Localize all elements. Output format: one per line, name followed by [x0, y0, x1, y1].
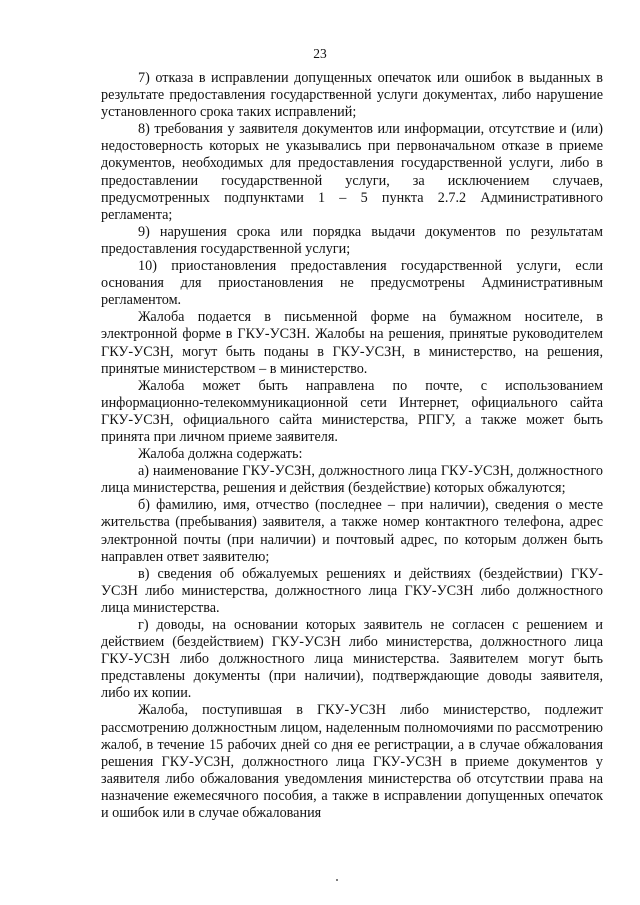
document-body [101, 70, 603, 822]
scan-speck [336, 879, 338, 881]
paragraph-subitem-b: б) фамилию, имя, отчество (последнее – при наличии), сведения о месте жительства (пребывания) заявителя, а также номер контактного телефона, адрес электронной почты (при наличии) и почтовый адрес, по которым должен быть направлен ответ заявителю; [101, 497, 603, 565]
paragraph-item-9: 9) нарушения срока или порядка выдачи документов по результатам предоставления государственной услуги; [101, 223, 603, 257]
paragraph-complaint-review: Жалоба, поступившая в ГКУ-УСЗН либо министерство, подлежит рассмотрению должностным лицом, наделенным полномочиями по рассмотрению жалоб, в течение 15 рабочих дней со дня ее регистрации, а в случае обжалования решения ГКУ-УСЗН, должностного лица ГКУ-УСЗН в приеме документов у заявителя либо обжалования уведомления министерства об отсутствии права на назначение ежемесячного пособия, а также в исправлении допущенных опечаток и ошибок или в случае обжалования [101, 702, 603, 822]
paragraph-item-7: 7) отказа в исправлении допущенных опечаток или ошибок в выданных в результате предоставления государственной услуги документах, либо нарушение установленного срока таких исправлений; [101, 70, 603, 121]
paragraph-item-10: 10) приостановления предоставления государственной услуги, если основания для приостановления не предусмотрены Административным регламентом. [101, 258, 603, 309]
paragraph-subitem-v: в) сведения об обжалуемых решениях и действиях (бездействии) ГКУ-УСЗН либо министерства, должностного лица ГКУ-УСЗН либо должностного лица министерства. [101, 565, 603, 616]
paragraph-subitem-a: а) наименование ГКУ-УСЗН, должностного лица ГКУ-УСЗН, должностного лица министерства, решения и действия (бездействие) которых обжалуются; [101, 463, 603, 497]
paragraph-item-8: 8) требования у заявителя документов или информации, отсутствие и (или) недостоверность которых не указывались при первоначальном отказе в приеме документов, необходимых для предоставления государственной услуги, либо в предоставлении государственной услуги, за исключением случаев, предусмотренных подпунктами 1 – 5 пункта 2.7.2 Административного регламента; [101, 121, 603, 223]
page-number: 23 [313, 46, 327, 61]
paragraph-complaint-contents-intro: Жалоба должна содержать: [138, 446, 303, 463]
paragraph-complaint-form: Жалоба подается в письменной форме на бумажном носителе, в электронной форме в ГКУ-УСЗН. Жалобы на решения, принятые руководителем ГКУ-УСЗН, могут быть поданы в ГКУ-УСЗН, в министерство, на решения, принятые министерством – в министерство. [101, 309, 603, 377]
paragraph-subitem-g: г) доводы, на основании которых заявитель не согласен с решением и действием (бездействием) ГКУ-УСЗН либо министерства, должностного лица ГКУ-УСЗН либо должностного лица министерства. Заявителем могут быть представлены документы (при наличии), подтверждающие доводы заявителя, либо их копии. [101, 617, 603, 702]
paragraph-complaint-channels: Жалоба может быть направлена по почте, с использованием информационно-телекоммуникационной сети Интернет, официального сайта ГКУ-УСЗН, официального сайта министерства, РПГУ, а также может быть принята при личном приеме заявителя. [101, 377, 603, 445]
